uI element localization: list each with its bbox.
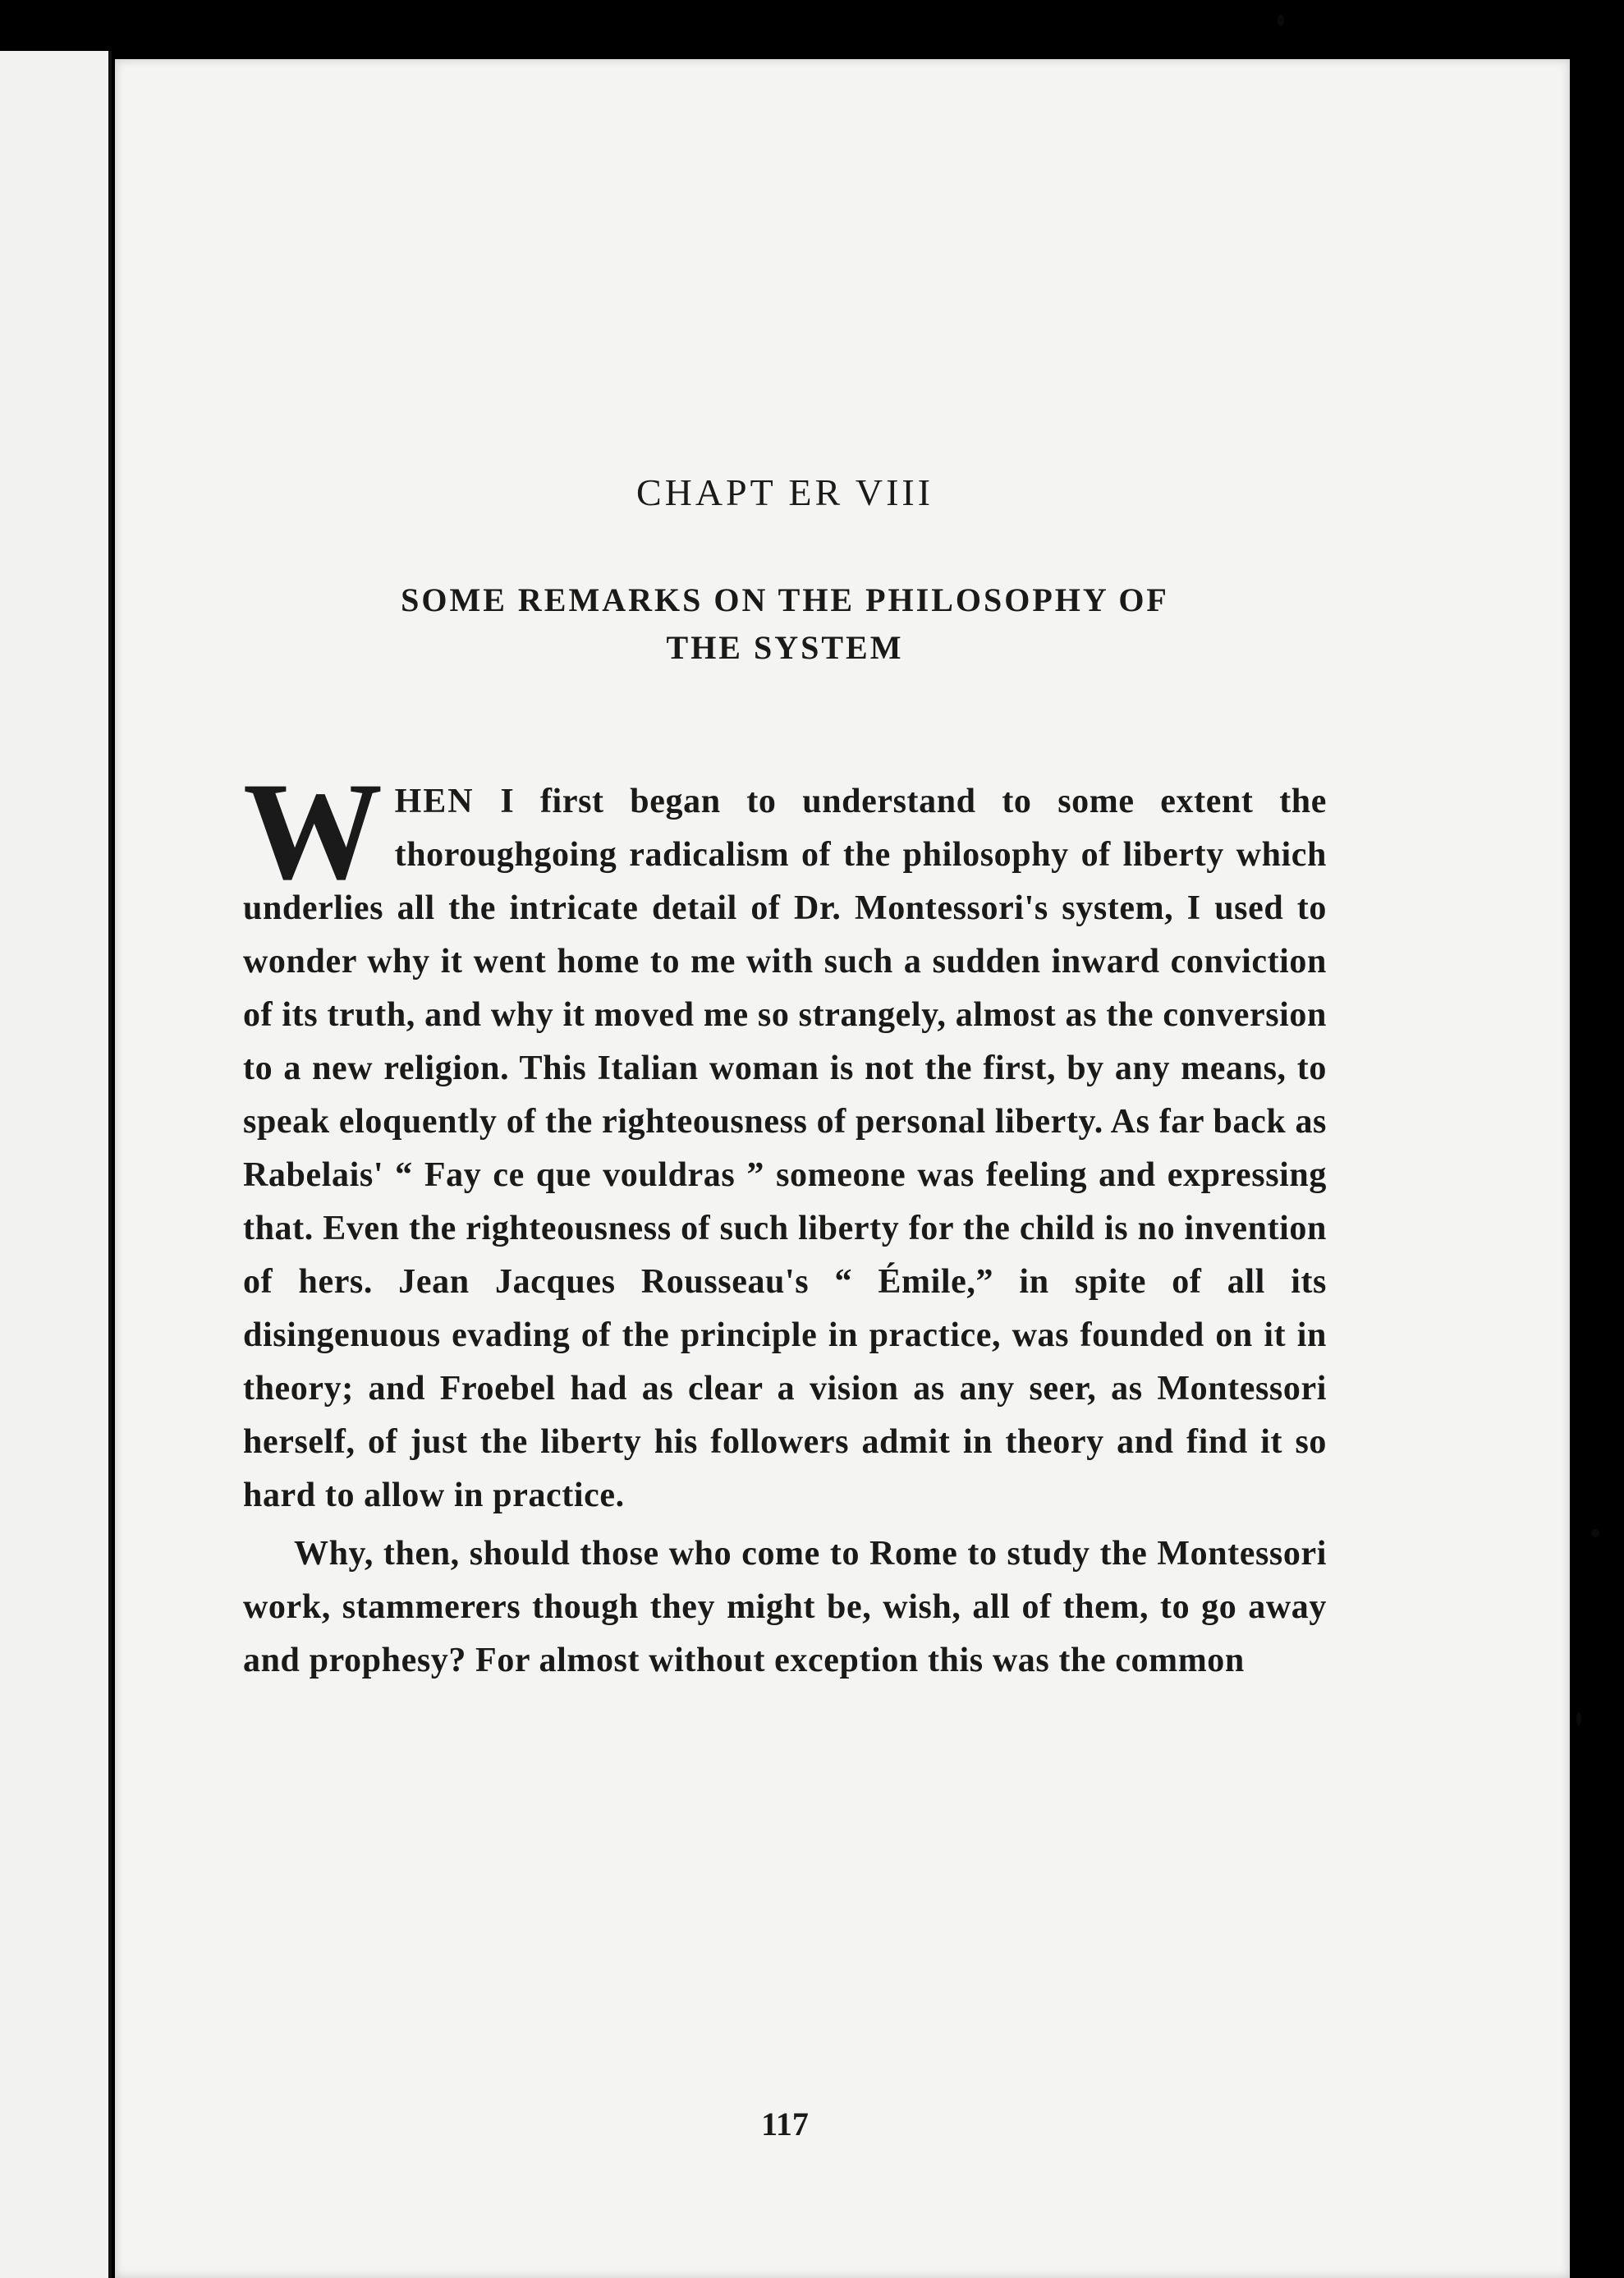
chapter-title (243, 576, 1327, 672)
left-facing-page-edge (0, 51, 110, 2278)
page-number: 117 (761, 2106, 809, 2143)
chapter-title-line-1: SOME REMARKS ON THE PHILOSOPHY OF (401, 581, 1169, 618)
paragraph-1-text: I first began to understand to some extent the thoroughgoing radicalism of the philosophy of liberty which underlies all the intricate detail of Dr. Montessori's system, I used to wonder why it went home to me with such a sudden inward conviction of its truth, and why it moved me so strangely, almost as the conversion to a new religion. This Italian woman is not the first, by any means, to speak eloquently of the righteousness of personal liberty. As far back as Rabelais' “ Fay ce que vouldras ” someone was feeling and expressing that. Even the righteousness of such liberty for the child is no invention of hers. Jean Jacques Rousseau's “ Émile,” in spite of all its disingenuous evading of the principle in practice, was founded on it in theory; and Froebel had as clear a vision as any seer, as Montessori herself, of just the liberty his followers admit in theory and find it so hard to allow in practice. (243, 783, 1327, 1514)
chapter-heading: CHAPT ER VIII (635, 471, 934, 513)
paragraph-2: Why, then, should those who come to Rome to study the Montessori work, stammerers though they might be, wish, all of them, to go away and prophesy? For almost without exception this was the common (243, 1535, 1327, 1679)
paragraph-1 (243, 754, 1327, 1522)
chapter-title-line-2: THE SYSTEM (666, 629, 904, 666)
paragraph-1-lead-word: HEN (394, 783, 475, 820)
drop-cap: W (243, 754, 383, 908)
book-page (115, 59, 1570, 2278)
scan-speck (1576, 1712, 1581, 1725)
scan-speck (1278, 15, 1284, 26)
body-text (243, 754, 1327, 1688)
scan-speck (1591, 1529, 1599, 1537)
left-page-border (108, 51, 112, 2278)
